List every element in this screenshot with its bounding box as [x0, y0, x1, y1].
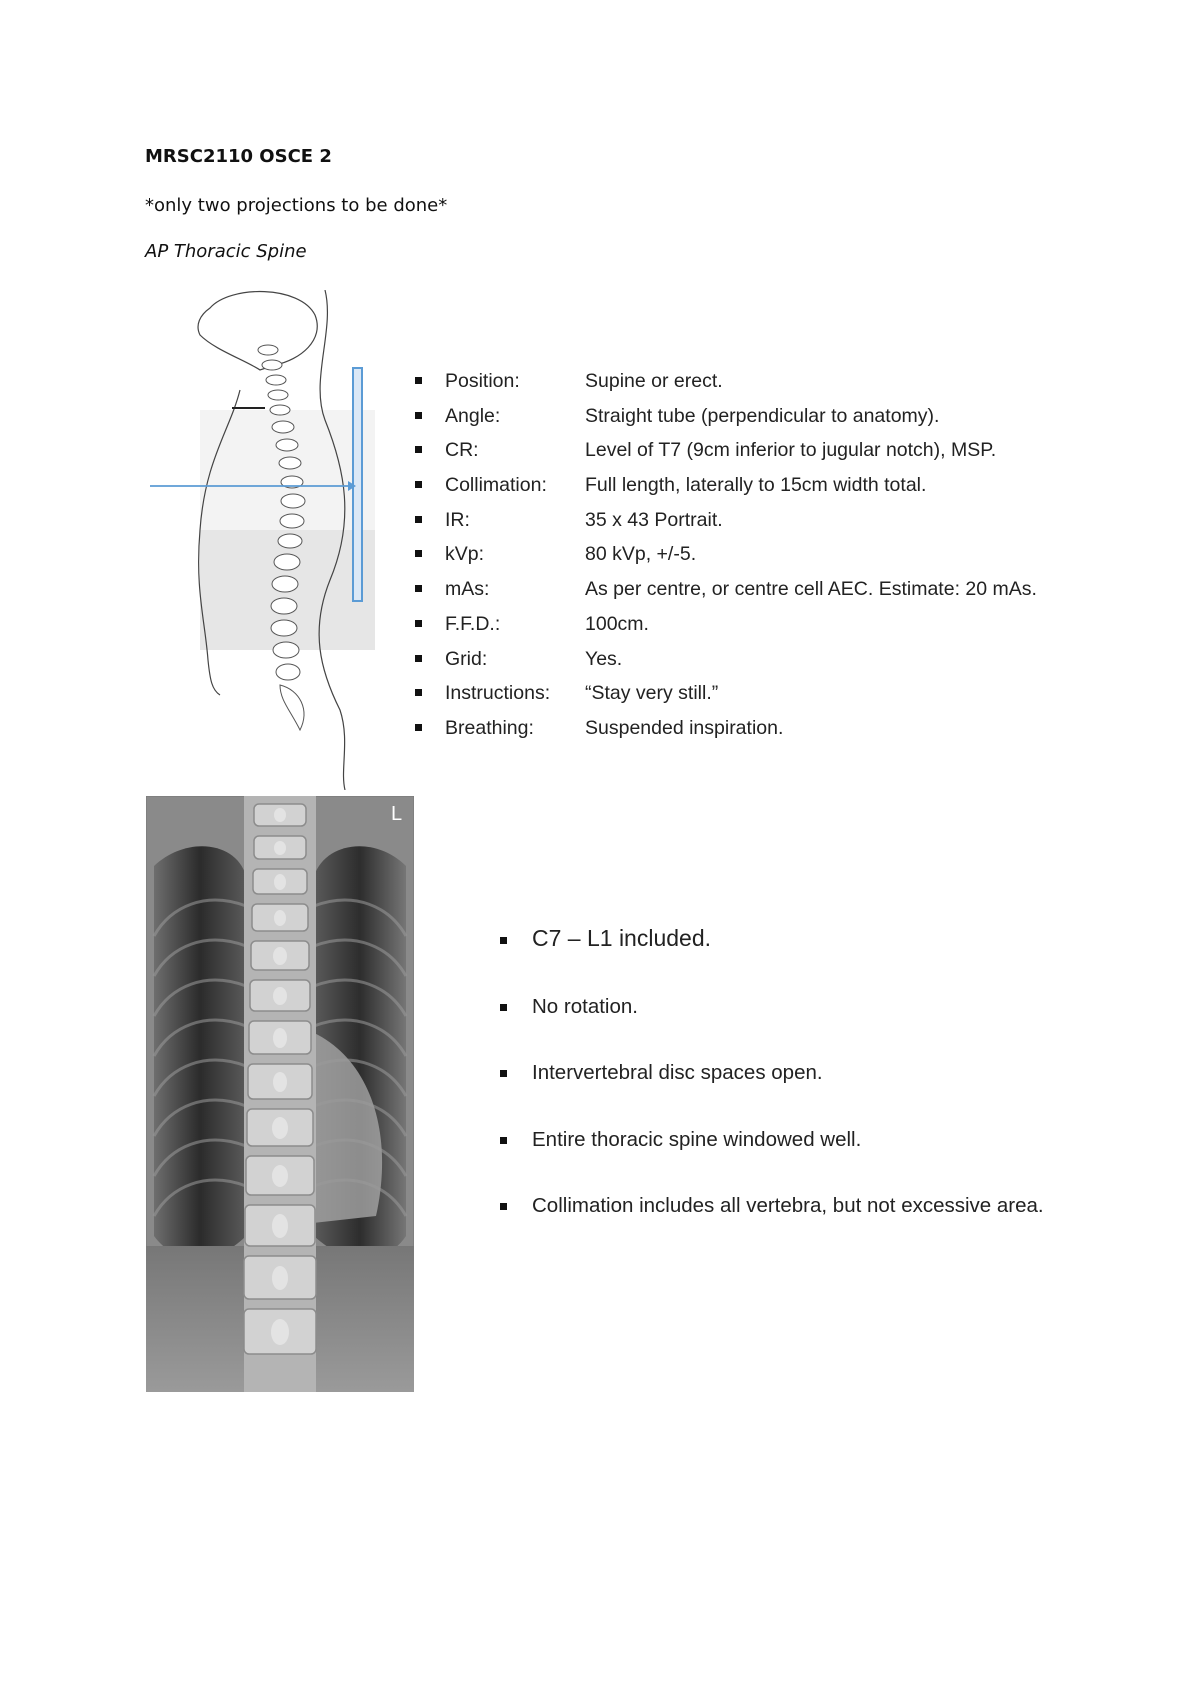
param-value: 80 kVp, +/-5.: [585, 543, 697, 566]
param-value: “Stay very still.”: [585, 682, 719, 705]
bullet-icon: [415, 620, 422, 627]
param-label: Collimation:: [445, 474, 547, 497]
param-value: Level of T7 (9cm inferior to jugular notch), MSP.: [585, 439, 997, 462]
param-value: Yes.: [585, 647, 623, 670]
param-label: Angle:: [445, 404, 501, 427]
criteria-text: Entire thoracic spine windowed well.: [532, 1127, 862, 1151]
positioning-diagram: [150, 290, 390, 790]
bullet-icon: [415, 377, 422, 384]
bullet-icon: [500, 1070, 507, 1077]
projection-subtitle: AP Thoracic Spine: [145, 241, 307, 262]
bullet-icon: [415, 724, 422, 731]
criteria-text: No rotation.: [532, 994, 638, 1018]
bullet-icon: [415, 446, 422, 453]
param-value: As per centre, or centre cell AEC. Estimate: 20 mAs.: [585, 578, 1037, 601]
param-label: Breathing:: [445, 716, 534, 739]
bullet-icon: [415, 550, 422, 557]
bullet-icon: [415, 412, 422, 419]
bullet-icon: [500, 1004, 507, 1011]
bullet-icon: [415, 481, 422, 488]
param-value: Supine or erect.: [585, 370, 723, 392]
param-label: mAs:: [445, 578, 490, 601]
image-receptor: [353, 368, 362, 601]
skull-outline: [198, 292, 317, 370]
thoracic-spine-radiograph: [146, 796, 414, 1392]
param-value: 100cm.: [585, 612, 649, 635]
criteria-text: Collimation includes all vertebra, but not excessive area.: [532, 1194, 1044, 1217]
criteria-text: C7 – L1 included.: [532, 925, 712, 951]
param-value: Straight tube (perpendicular to anatomy).: [585, 404, 940, 427]
bullet-icon: [500, 1203, 507, 1210]
param-label: CR:: [445, 439, 479, 462]
bullet-icon: [415, 585, 422, 592]
bullet-icon: [500, 937, 507, 944]
param-value: 35 x 43 Portrait.: [585, 508, 723, 531]
param-label: Position:: [445, 370, 520, 392]
param-value: Full length, laterally to 15cm width total.: [585, 474, 927, 497]
param-value: Suspended inspiration.: [585, 716, 784, 739]
param-label: IR:: [445, 508, 470, 531]
bullet-icon: [415, 689, 422, 696]
param-label: F.F.D.:: [445, 612, 501, 635]
bullet-icon: [415, 655, 422, 662]
criteria-text: Intervertebral disc spaces open.: [532, 1061, 823, 1084]
bullet-icon: [415, 516, 422, 523]
param-label: Instructions:: [445, 682, 551, 705]
projection-note: *only two projections to be done*: [145, 195, 448, 216]
bullet-icon: [500, 1137, 507, 1144]
param-label: Grid:: [445, 647, 488, 670]
side-marker-l: L: [391, 803, 403, 825]
document-title: MRSC2110 OSCE 2: [145, 146, 332, 167]
param-label: kVp:: [445, 543, 485, 566]
